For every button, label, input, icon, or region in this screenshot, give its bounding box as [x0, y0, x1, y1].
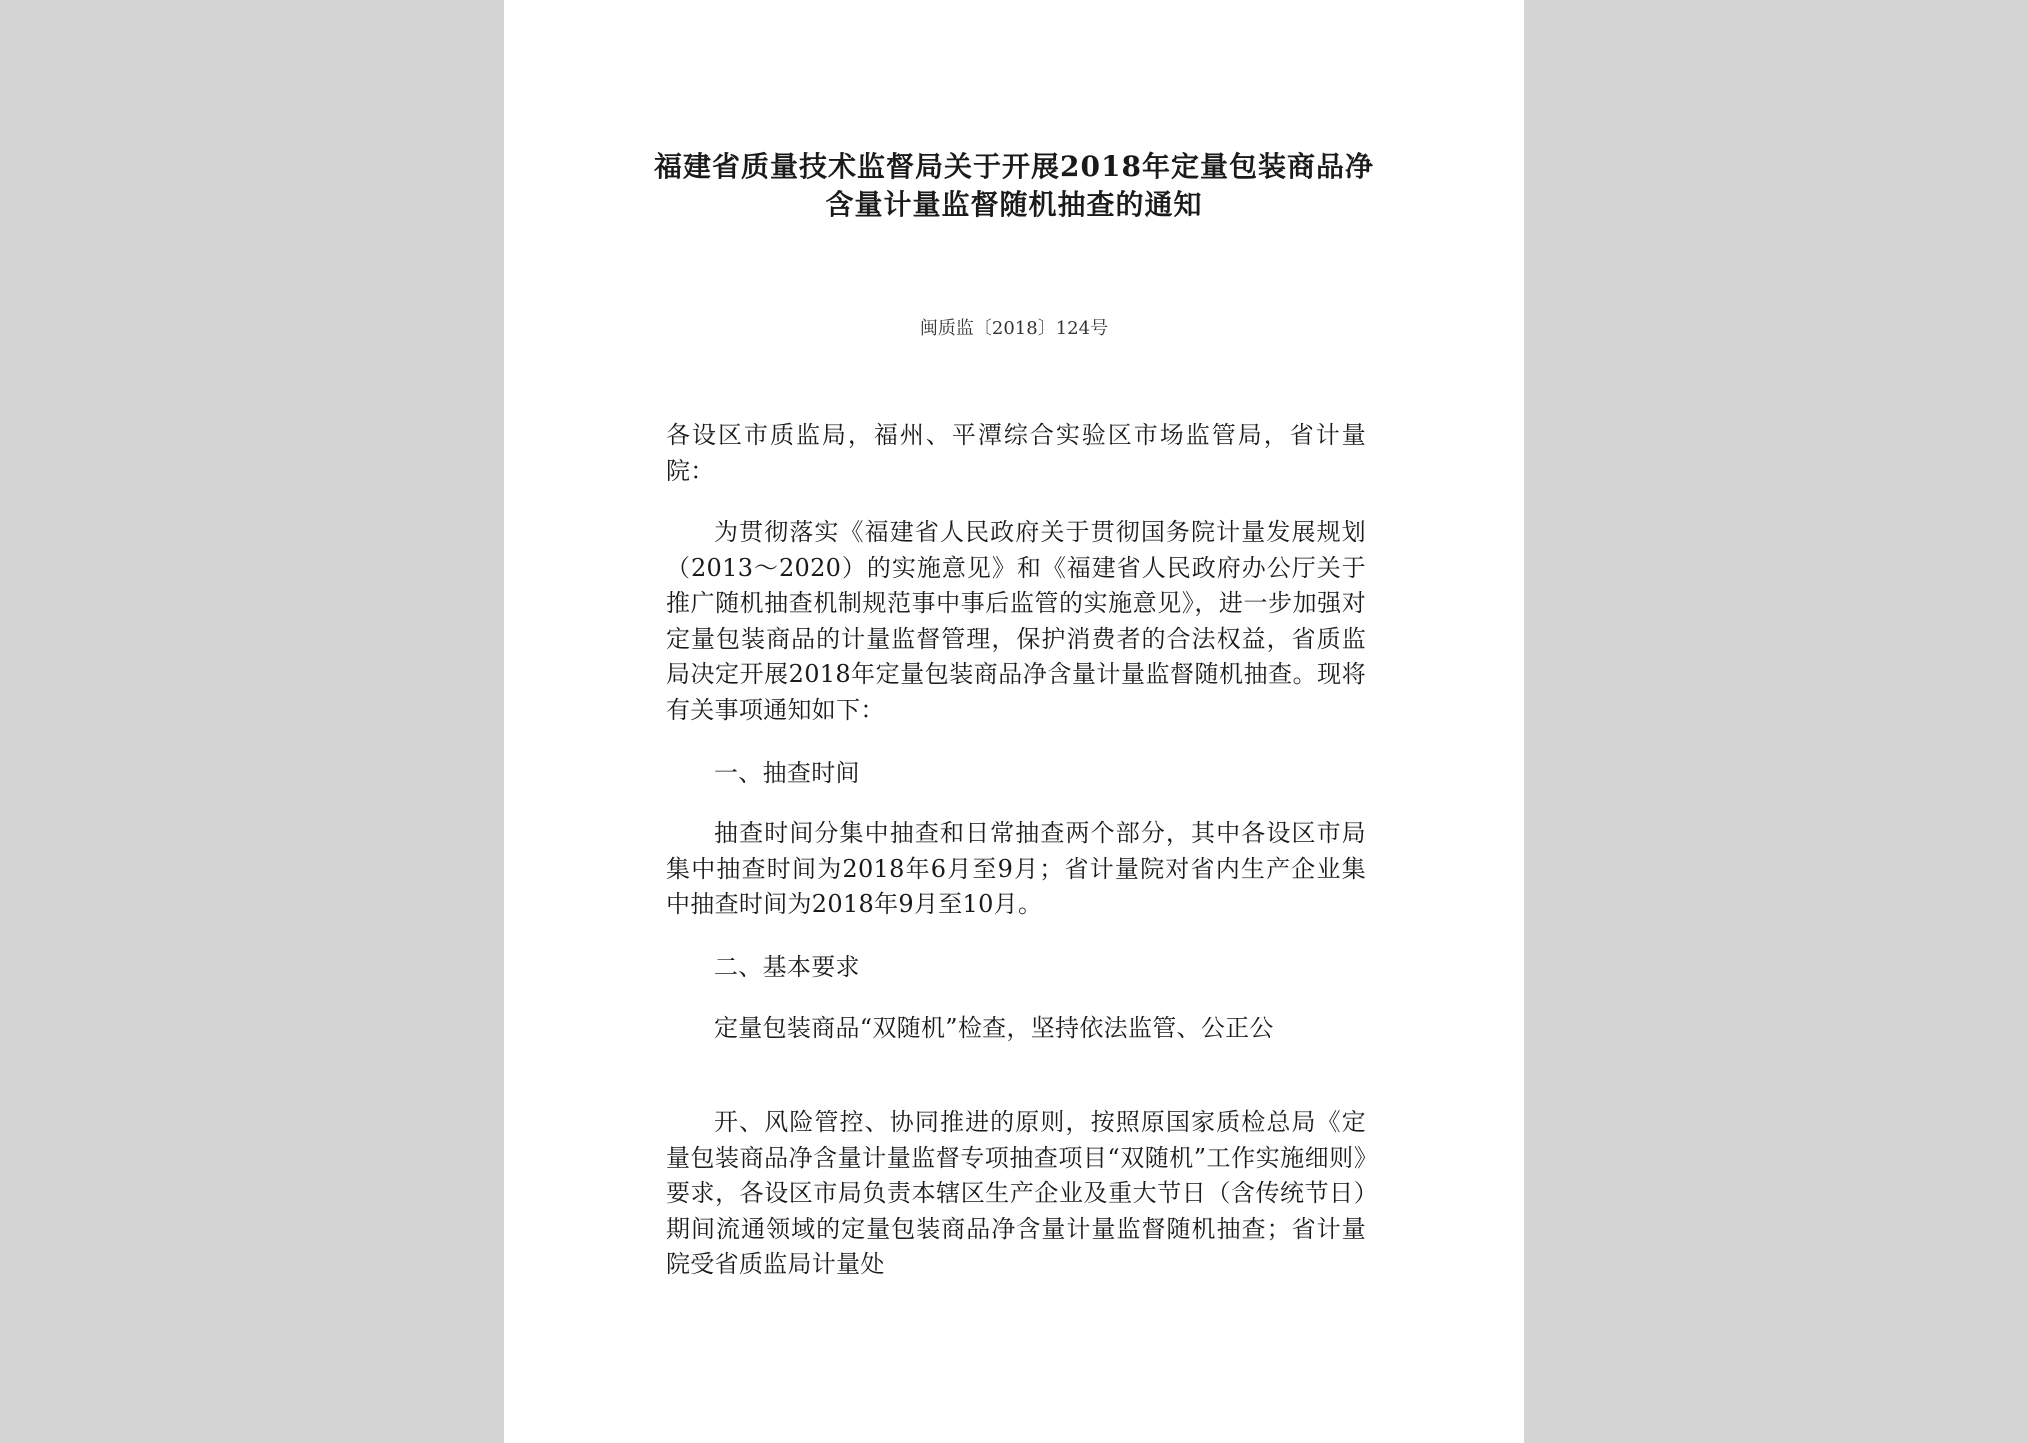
document-number: 闽质监〔2018〕124号 [919, 318, 1109, 339]
section-heading-requirements: 二、基本要求 [714, 953, 860, 981]
document-page [504, 0, 1524, 1443]
section-heading-time: 一、抽查时间 [714, 759, 860, 787]
addressee: 各设区市质监局，福州、平潭综合实验区市场监管局，省计量院： [666, 421, 1366, 485]
paragraph-requirements-1: 定量包装商品“双随机”检查，坚持依法监管、公正公 [714, 1014, 1274, 1042]
paragraph-requirements-2: 开、风险管控、协同推进的原则，按照原国家质检总局《定量包装商品净含量计量监督专项抽查项目“双随机”工作实施细则》要求，各设区市局负责本辖区生产企业及重大节日（含传统节日）期间流通领域的定量包装商品净含量计量监督随机抽查；省计量院受省质监局计量处 [666, 1108, 1366, 1278]
paragraph-intro: 为贯彻落实《福建省人民政府关于贯彻国务院计量发展规划（2013～2020）的实施意见》和《福建省人民政府办公厅关于推广随机抽查机制规范事中事后监管的实施意见》，进一步加强对定量包装商品的计量监督管理，保护消费者的合法权益，省质监局决定开展2018年定量包装商品净含量计量监督随机抽查。现将有关事项通知如下： [666, 518, 1366, 724]
document-title: 福建省质量技术监督局关于开展2018年定量包装商品净含量计量监督随机抽查的通知 [654, 150, 1374, 221]
paragraph-time: 抽查时间分集中抽查和日常抽查两个部分，其中各设区市局集中抽查时间为2018年6月至9月；省计量院对省内生产企业集中抽查时间为2018年9月至10月。 [666, 819, 1366, 918]
